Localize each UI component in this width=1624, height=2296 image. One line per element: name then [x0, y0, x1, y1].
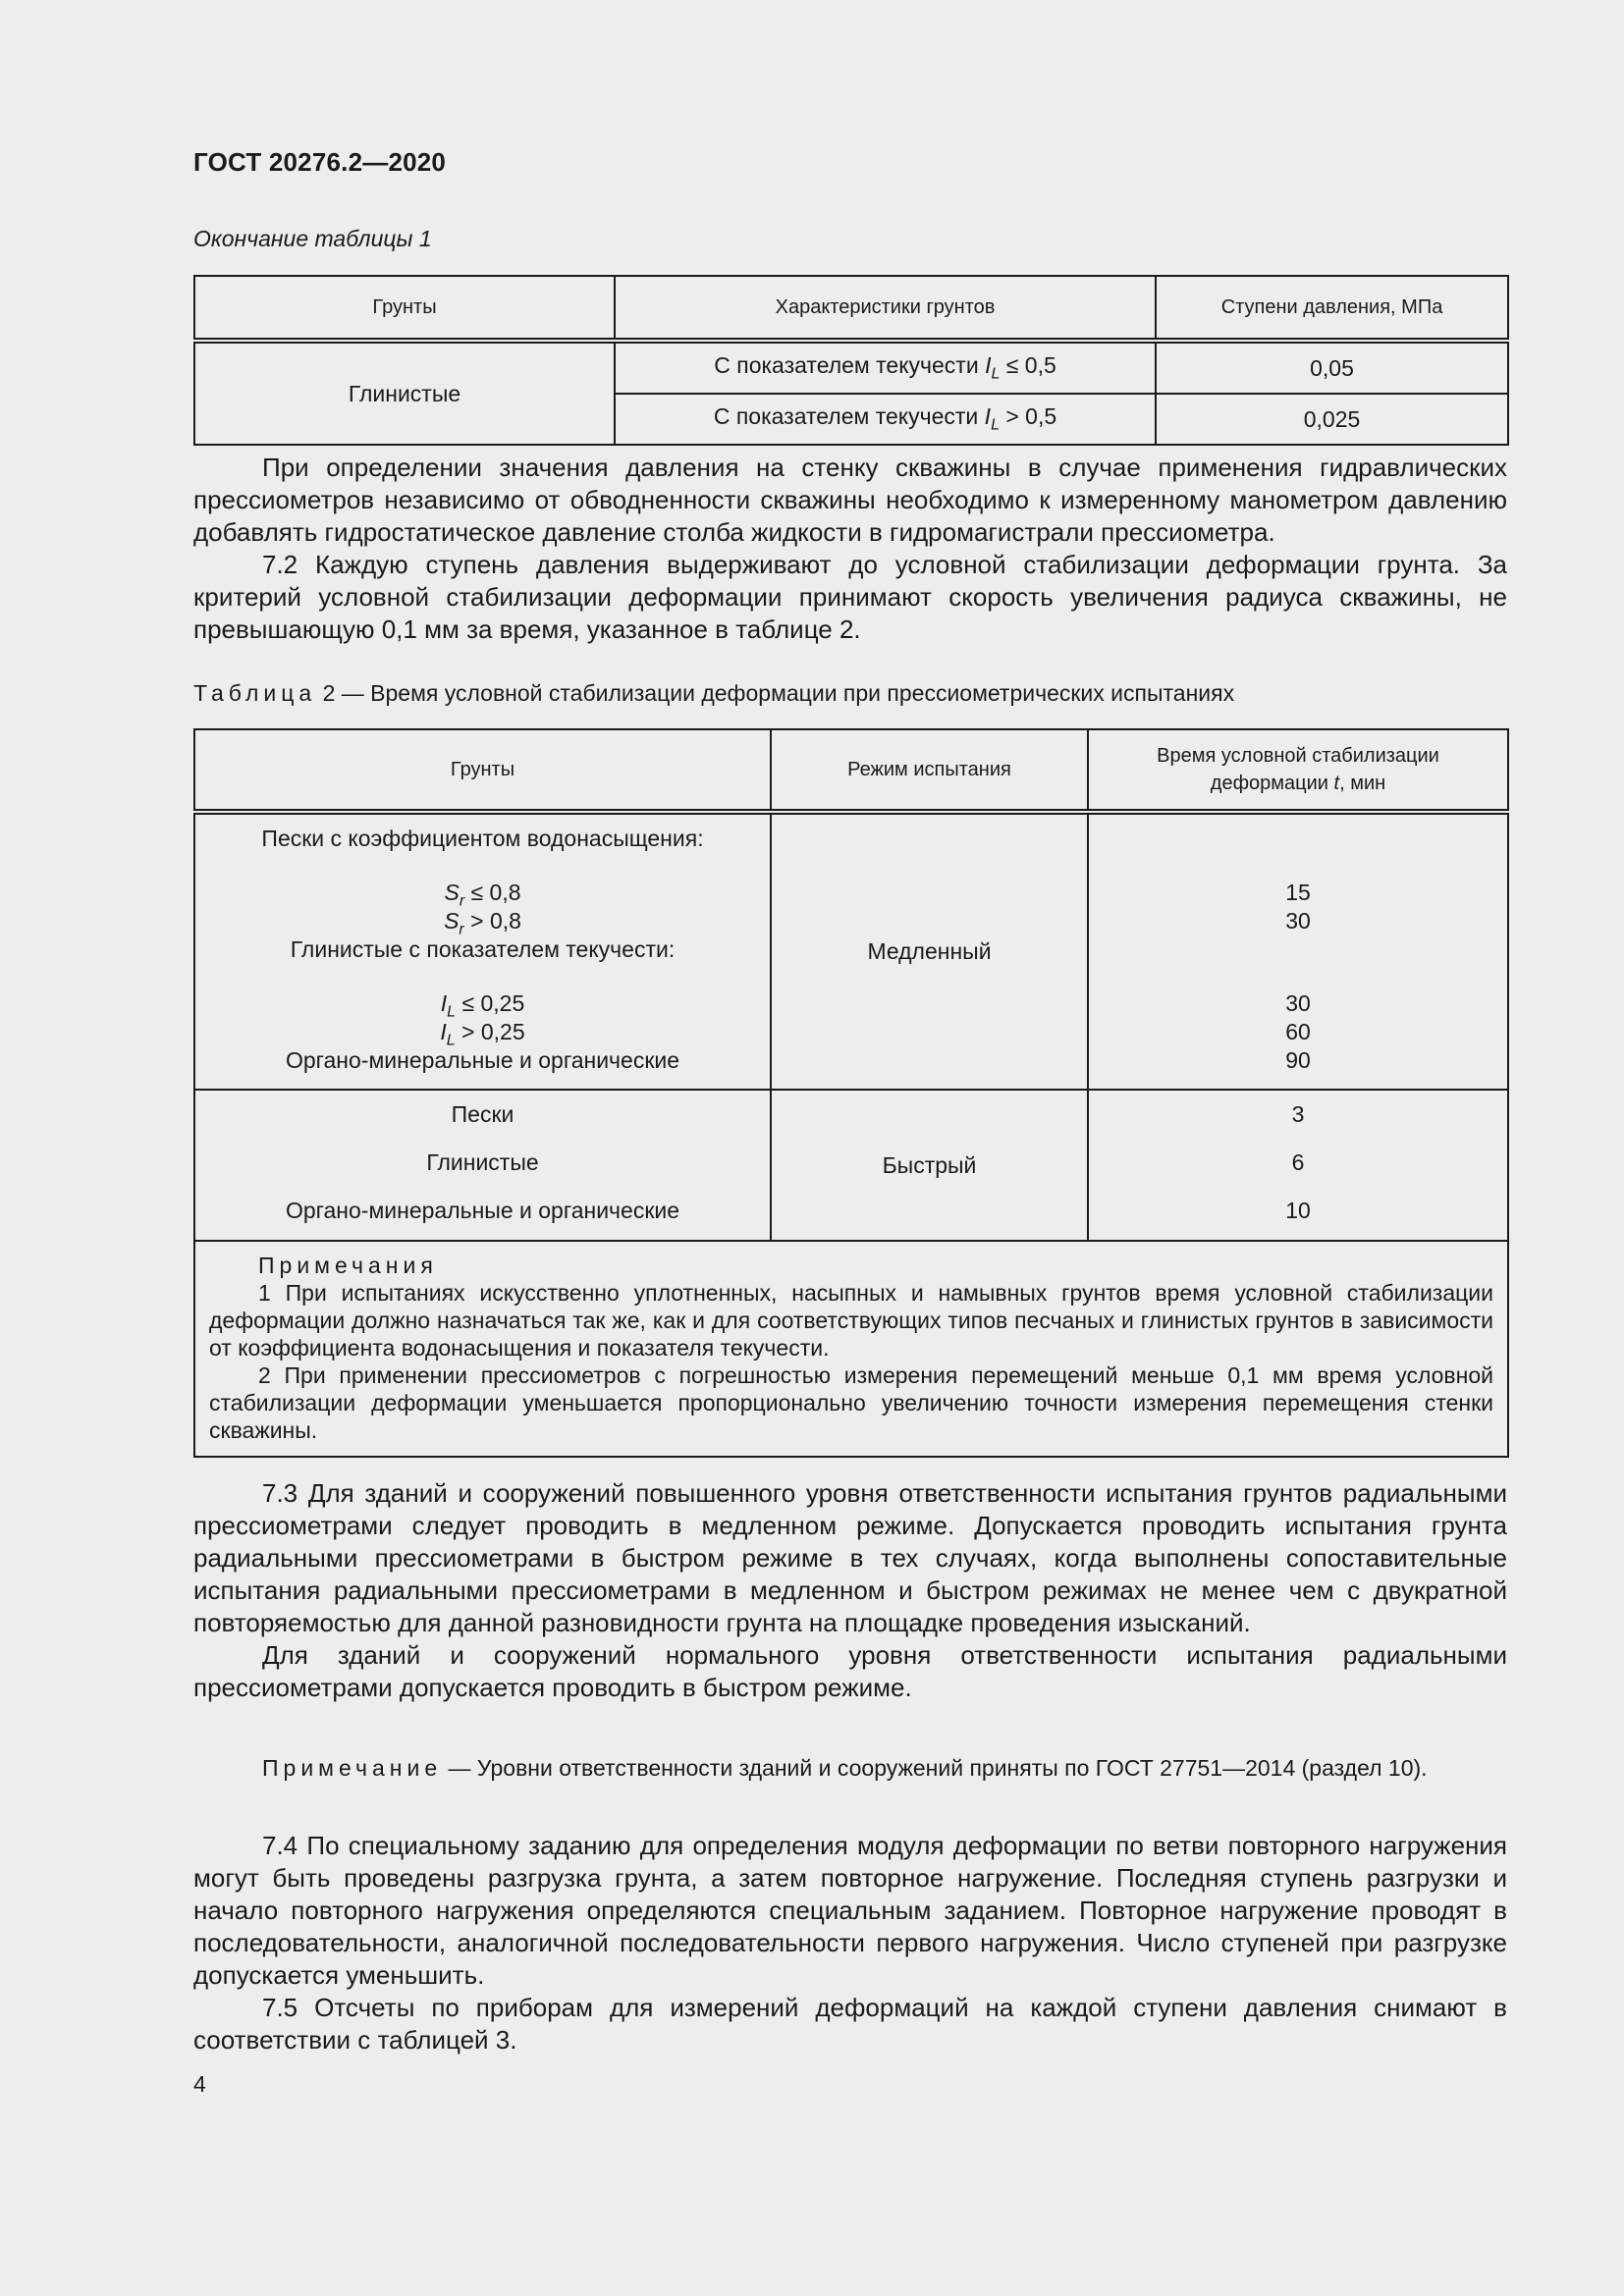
- note-item: 2 При применении прессиометров с погрешностью измерения перемещений меньше 0,1 мм время условной стабилизации деформации уменьшается пропорционально увеличению точности измерения перемещения стенки скважины.: [209, 1362, 1493, 1443]
- fast-soil: Органо-минеральные и органические: [285, 1198, 680, 1223]
- col-time-line1: Время условной стабилизации: [1157, 745, 1439, 767]
- paragraph: 7.2 Каждую ступень давления выдерживают до условной стабилизации деформации грунта. За критерий условной стабилизации деформации принимают скорость увеличения радиуса скважины, не превышающую 0,1 мм за время, указанное в таблице 2.: [193, 550, 1507, 644]
- note-item: 1 При испытаниях искусственно уплотненных, насыпных и намывных грунтов время условной стабилизации деформации должно назначаться так же, как и для соответствующих типов песчаных и глинистых грунтов в зависимости от коэффициента водонасыщения и показателя текучести.: [209, 1280, 1493, 1361]
- sr-symbol: S: [444, 908, 460, 934]
- clay-label: Глинистые с показателем текучести:: [290, 936, 676, 962]
- sr-condition-2: [195, 907, 770, 938]
- table-row: [194, 341, 1508, 394]
- time-value: 15: [1285, 880, 1311, 905]
- table1-caption: Окончание таблицы 1: [193, 226, 432, 251]
- table2-slow-soils: [194, 812, 771, 1090]
- il-symbol: I: [440, 1019, 447, 1044]
- note-text: — Уровни ответственности зданий и сооружений приняты по ГОСТ 27751—2014 (раздел 10).: [442, 1755, 1428, 1781]
- table1-col-characteristics: Характеристики грунтов: [615, 276, 1156, 341]
- time-value: 6: [1291, 1149, 1305, 1175]
- table1-value: 0,025: [1156, 394, 1508, 445]
- table1: [193, 275, 1509, 446]
- table2-notes: [194, 1241, 1508, 1457]
- sr-cond: > 0,8: [463, 908, 521, 934]
- fast-soil: Пески: [451, 1101, 514, 1127]
- il-subscript: L: [991, 365, 1001, 383]
- time-value: 30: [1285, 990, 1311, 1016]
- page-number: 4: [193, 2071, 206, 2097]
- il-subscript: L: [447, 1003, 457, 1021]
- il-symbol: I: [985, 352, 992, 379]
- char-condition: ≤ 0,5: [1000, 352, 1056, 379]
- table2-caption-text: 2 — Время условной стабилизации деформации при прессиометрических испытаниях: [316, 680, 1235, 706]
- spacer: [1089, 825, 1507, 853]
- time-value: 60: [1285, 1019, 1311, 1044]
- organic-label: Органо-минеральные и органические: [285, 1047, 680, 1073]
- table1-char-cell: [615, 394, 1156, 445]
- table2-mode-fast: Быстрый: [771, 1090, 1088, 1241]
- table-row: [194, 812, 1508, 1090]
- table1-soil-clay: Глинистые: [194, 341, 615, 445]
- table2-slow-times: [1088, 812, 1508, 1090]
- il-cond: > 0,25: [455, 1019, 525, 1044]
- time-value: 10: [1285, 1198, 1311, 1223]
- paragraph: 7.3 Для зданий и сооружений повышенного уровня ответственности испытания грунтов радиальными прессиометрами следует проводить в медленном режиме. Допускается проводить испытания грунта радиальными прессиометрами в быстром режиме в тех случаях, когда выполнены сопоставительные испытания радиальными прессиометрами в медленном и быстром режимах не менее чем с двукратной повторяемостью для данной разновидности грунта на площадке проведения изысканий.: [193, 1478, 1507, 1637]
- il-subscript: L: [991, 416, 1000, 434]
- table2-fast-soils: [194, 1090, 771, 1241]
- time-value: 90: [1285, 1047, 1311, 1073]
- spacer: [195, 964, 770, 989]
- char-condition: > 0,5: [999, 403, 1057, 430]
- il-symbol: I: [984, 403, 992, 430]
- table2-col-soils: Грунты: [194, 729, 771, 812]
- sr-symbol: S: [444, 880, 460, 905]
- sr-cond: ≤ 0,8: [464, 880, 521, 905]
- paragraphs-block-b: [193, 1477, 1507, 1704]
- il-condition-2: [195, 1018, 770, 1049]
- col-time-unit: , мин: [1339, 773, 1386, 794]
- il-symbol: I: [440, 990, 448, 1016]
- table2-col-mode: Режим испытания: [771, 729, 1088, 812]
- time-value: 30: [1285, 908, 1311, 934]
- paragraph: 7.5 Отсчеты по приборам для измерений деформаций на каждой ступени давления снимают в соответствии с таблицей 3.: [193, 1993, 1507, 2055]
- t-symbol: t: [1333, 773, 1340, 794]
- paragraph: При определении значения давления на стенку скважины в случае применения гидравлических прессиометров независимо от обводненности скважины необходимо к измеренному манометром давлению добавлять гидростатическое давление столба жидкости в гидромагистрали прессиометра.: [193, 453, 1507, 547]
- paragraphs-block-a: [193, 452, 1507, 646]
- table1-char-cell: [615, 341, 1156, 394]
- sr-subscript: r: [459, 892, 465, 910]
- paragraph: Для зданий и сооружений нормального уровня ответственности испытания радиальными прессиометрами допускается проводить в быстром режиме.: [193, 1640, 1507, 1702]
- sands-label: Пески с коэффициентом водонасыщения:: [261, 826, 704, 851]
- table2-header-row: [194, 729, 1508, 812]
- il-condition-1: [195, 989, 770, 1021]
- spacer: [1089, 935, 1507, 964]
- il-subscript: L: [446, 1032, 456, 1049]
- table2-caption-label: Таблица: [193, 680, 317, 706]
- spacer: [1089, 853, 1507, 879]
- sr-condition-1: [195, 879, 770, 910]
- spacer: [1089, 964, 1507, 989]
- note-label: Примечание: [262, 1755, 443, 1781]
- table2-notes-row: [194, 1241, 1508, 1457]
- table1-col-pressure: Ступени давления, МПа: [1156, 276, 1508, 341]
- sr-subscript: r: [459, 921, 464, 938]
- col-time-text: деформации: [1210, 773, 1334, 794]
- notes-title: Примечания: [258, 1253, 438, 1278]
- paragraphs-block-c: [193, 1830, 1507, 2056]
- table2: [193, 728, 1509, 1458]
- table2-col-time: [1088, 729, 1508, 812]
- time-value: 3: [1291, 1101, 1305, 1127]
- note: [193, 1753, 1507, 1783]
- table2-fast-times: [1088, 1090, 1508, 1241]
- fast-soil: Глинистые: [426, 1149, 539, 1175]
- table-row: [194, 1090, 1508, 1241]
- table1-col-soils: Грунты: [194, 276, 615, 341]
- char-text: С показателем текучести: [714, 352, 986, 379]
- table2-caption: [193, 680, 1234, 707]
- table1-header-row: [194, 276, 1508, 341]
- table2-mode-slow: Медленный: [771, 812, 1088, 1090]
- il-cond: ≤ 0,25: [456, 990, 525, 1016]
- char-text: С показателем текучести: [713, 403, 985, 430]
- document-code: ГОСТ 20276.2—2020: [193, 147, 447, 177]
- col-time-line2: [1090, 770, 1506, 797]
- paragraph: 7.4 По специальному заданию для определения модуля деформации по ветви повторного нагружения могут быть проведены разгрузка грунта, а затем повторное нагружение. Последняя ступень разгрузки и начало повторного нагружения определяются специальным заданием. Повторное нагружение проводят в последовательности, аналогичной последовательности первого нагружения. Число ступеней при разгрузке допускается уменьшить.: [193, 1831, 1507, 1990]
- spacer: [195, 853, 770, 879]
- table1-value: 0,05: [1156, 341, 1508, 394]
